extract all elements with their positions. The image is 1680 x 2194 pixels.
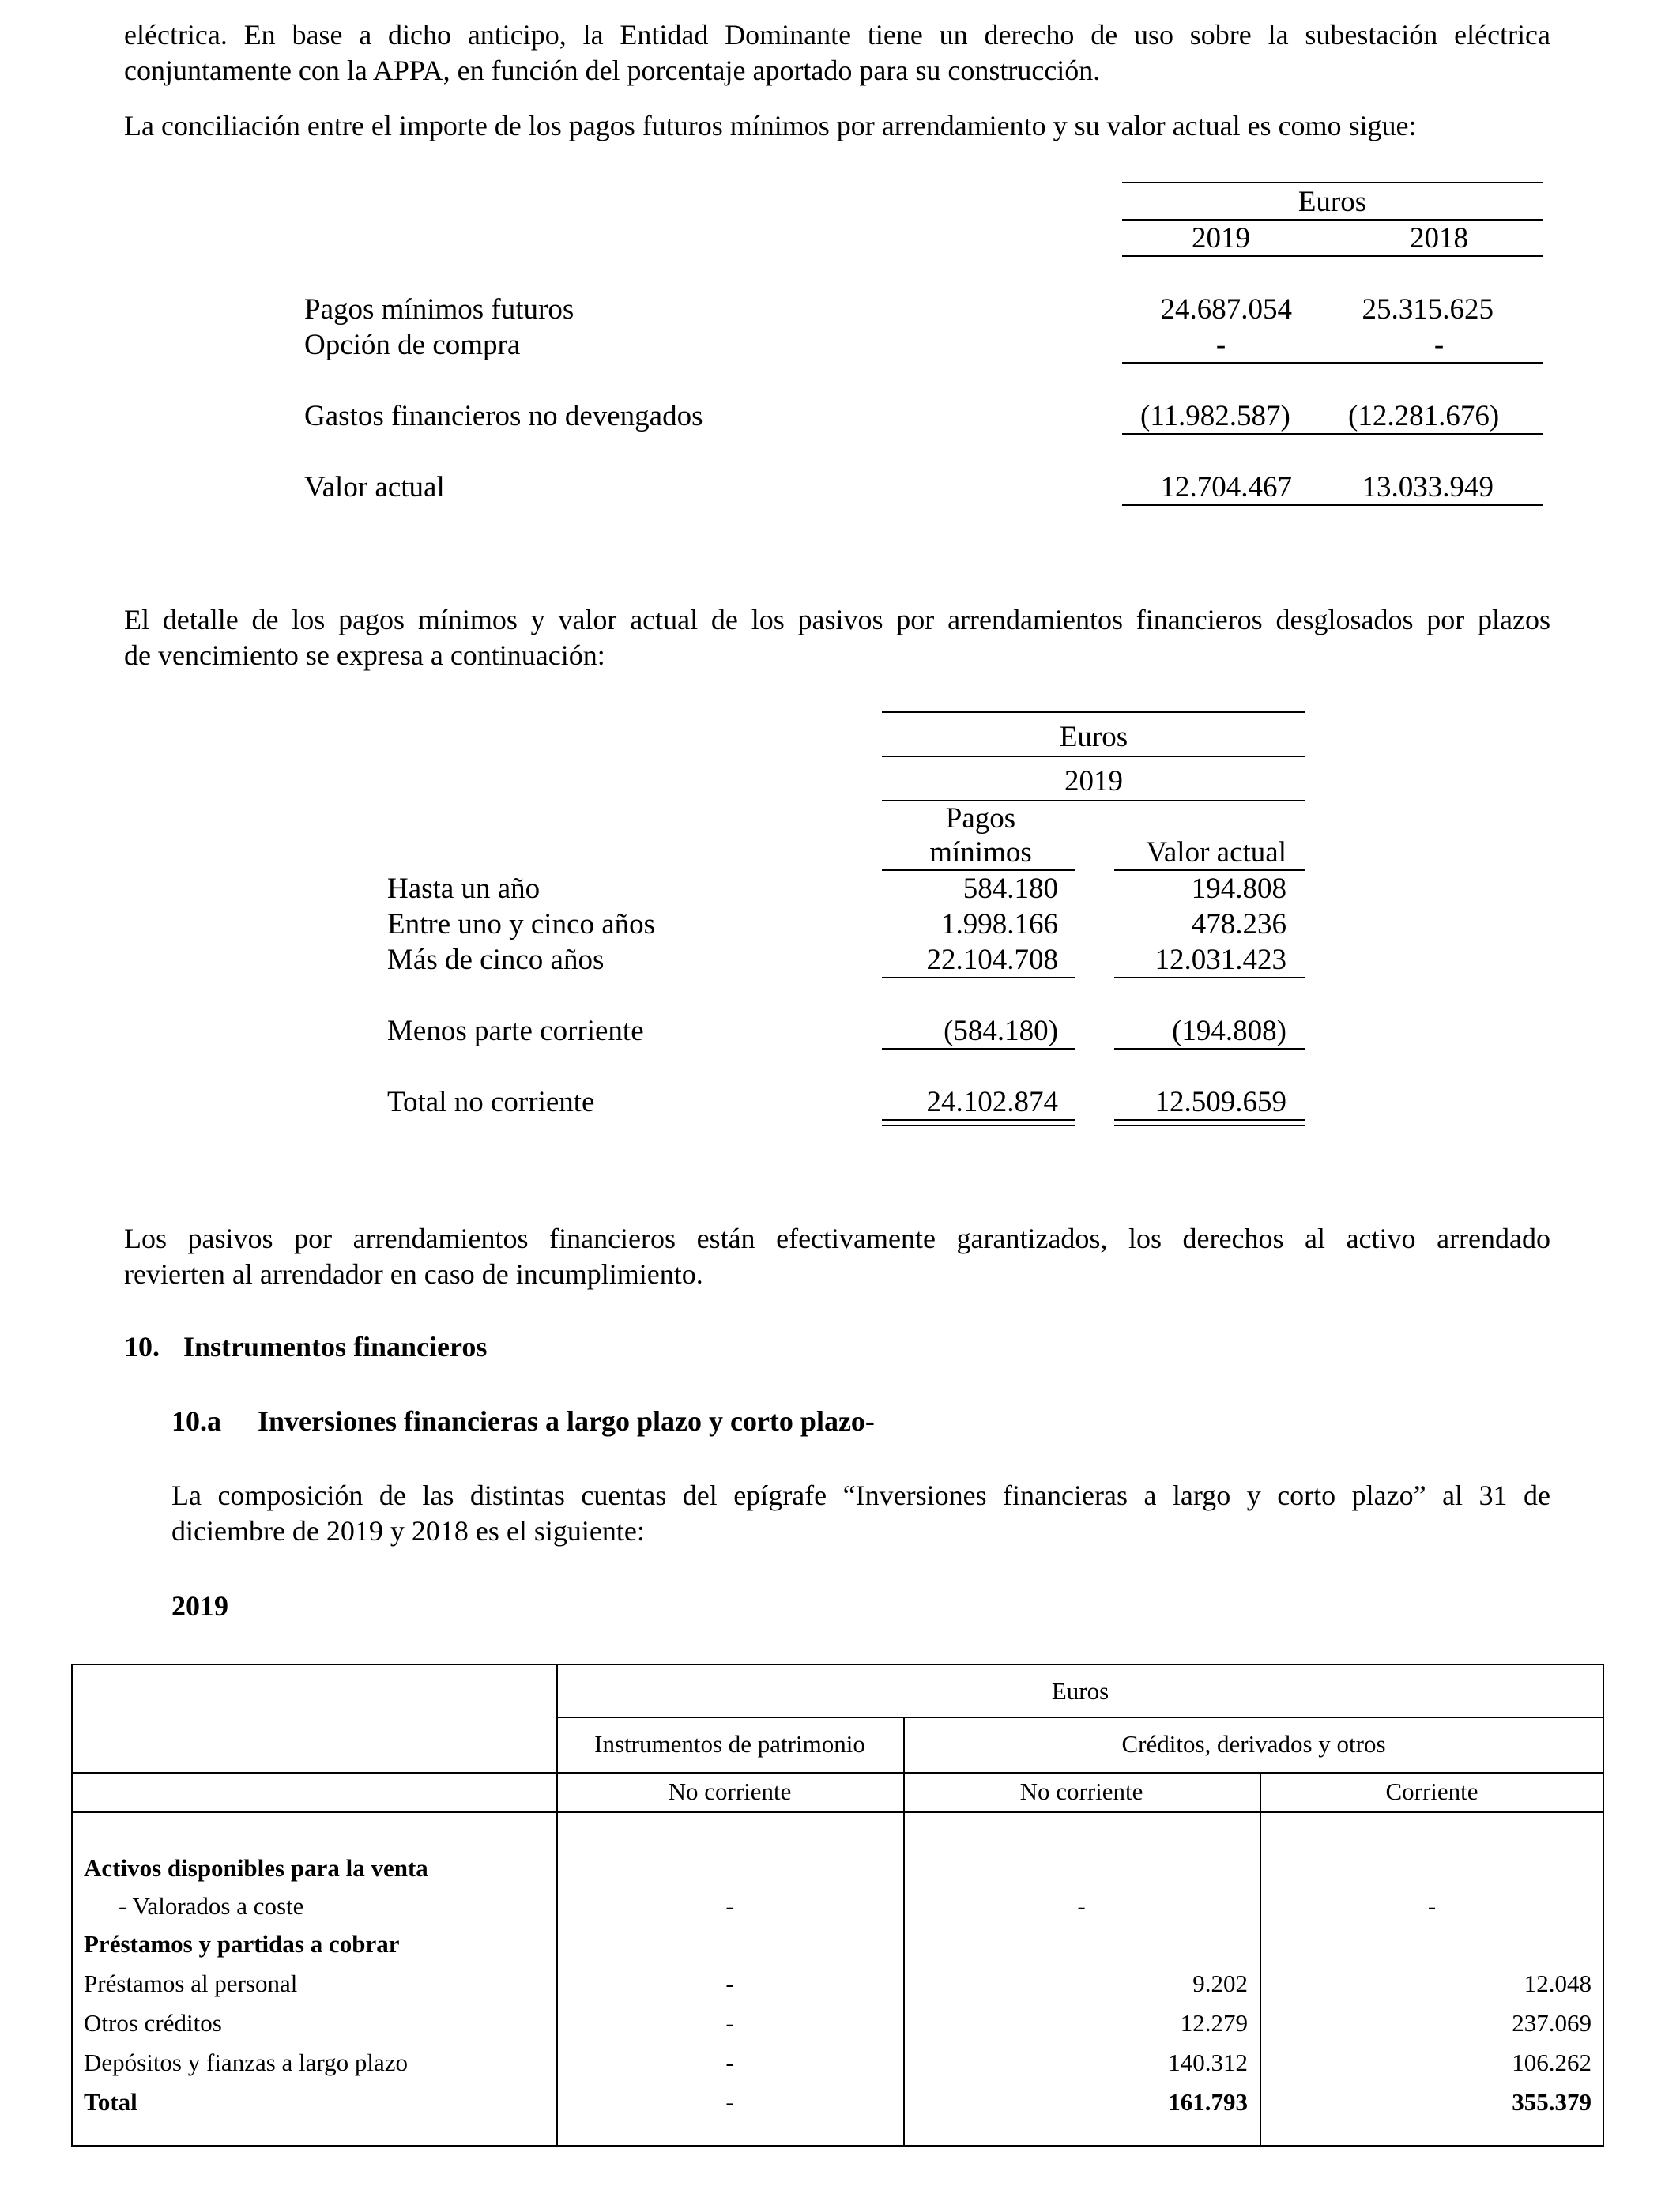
group-header-creditos: Créditos, derivados y otros [1121, 1730, 1386, 1758]
table-rule [1114, 1048, 1305, 1050]
paragraph-intro [124, 17, 1550, 89]
table-rule [1122, 433, 1543, 435]
paragraph-line: de vencimiento se expresa a continuación: [124, 639, 605, 671]
table-rule [882, 1048, 1075, 1050]
row-label: Hasta un año [387, 873, 541, 905]
row-value: 12.031.423 [1155, 944, 1286, 976]
row-value-total: 161.793 [1168, 2088, 1248, 2116]
row-label: Préstamos y partidas a cobrar [84, 1930, 400, 1958]
table-rule [882, 977, 1075, 978]
row-label: Préstamos al personal [84, 1970, 298, 1997]
row-value: 140.312 [1168, 2049, 1248, 2076]
row-value: - [725, 2009, 734, 2037]
row-value: - [725, 1970, 734, 1997]
table-border [73, 1772, 1604, 1774]
row-value: 25.315.625 [1362, 293, 1494, 326]
paragraph-line: conjuntamente con la APPA, en función del porcentaje aportado para su construcción. [124, 55, 1101, 86]
table-investments [71, 1664, 1604, 2147]
column-header-valor-actual: Valor actual [1146, 836, 1286, 869]
paragraph-line: El detalle de los pagos mínimos y valor actual de los pasivos por arrendamientos financieros desglosados por plazos [124, 604, 1550, 635]
row-value: 478.236 [1191, 908, 1286, 941]
row-label: - Valorados a coste [119, 1892, 304, 1920]
table-border [556, 1717, 1604, 1718]
subsection-title: Inversiones financieras a largo plazo y corto plazo- [258, 1405, 875, 1437]
table-border [73, 1811, 1604, 1813]
row-value: 12.279 [1180, 2009, 1248, 2037]
row-value: 106.262 [1512, 2049, 1591, 2076]
table-rule [1122, 182, 1543, 183]
row-value: - [725, 2049, 734, 2076]
row-label-total: Total [84, 2088, 137, 2116]
paragraph-composition [171, 1478, 1550, 1549]
row-value: 12.509.659 [1155, 1086, 1286, 1118]
row-value: 22.104.708 [926, 944, 1058, 976]
column-header-pagos: Pagos [945, 802, 1016, 835]
row-label: Gastos financieros no devengados [304, 400, 703, 432]
row-label: Total no corriente [387, 1086, 595, 1118]
table-unit-header: Euros [1059, 721, 1128, 753]
row-value: 194.808 [1191, 873, 1286, 905]
paragraph-line: eléctrica. En base a dicho anticipo, la Entidad Dominante tiene un derecho de uso sobre la subestación eléctrica [124, 19, 1550, 51]
row-value: (12.281.676) [1348, 400, 1500, 432]
row-label: Depósitos y fianzas a largo plazo [84, 2049, 409, 2076]
group-header-instrumentos: Instrumentos de patrimonio [594, 1730, 865, 1758]
row-value: - [1215, 329, 1226, 361]
subsection-number: 10.a [171, 1405, 221, 1437]
table-rule [882, 756, 1305, 757]
row-value-total: 355.379 [1512, 2088, 1591, 2116]
table-rule [882, 711, 1305, 713]
paragraph-guarantee [124, 1221, 1550, 1292]
row-value: - [725, 1892, 734, 1920]
row-value: 237.069 [1512, 2009, 1591, 2037]
subheader-no-corriente: No corriente [1019, 1777, 1143, 1805]
row-label: Activos disponibles para la venta [84, 1854, 428, 1882]
table-rule [1122, 255, 1543, 257]
year-heading: 2019 [171, 1590, 228, 1622]
row-value: 13.033.949 [1362, 471, 1494, 503]
paragraph-line: revierten al arrendador en caso de incumplimiento. [124, 1258, 703, 1290]
paragraph-line: La composición de las distintas cuentas del epígrafe “Inversiones financieras a largo y corto plazo” al 31 de [171, 1480, 1550, 1511]
row-value-total: - [725, 2088, 734, 2116]
row-label: Otros créditos [84, 2009, 222, 2037]
column-header-2019: 2019 [1192, 222, 1250, 254]
row-value: 24.102.874 [926, 1086, 1058, 1118]
section-number: 10. [124, 1331, 160, 1363]
row-label: Opción de compra [304, 329, 521, 361]
row-value: 12.048 [1524, 1970, 1591, 1997]
row-label: Más de cinco años [387, 944, 605, 976]
table-unit-header: Euros [1298, 186, 1367, 218]
row-label: Entre uno y cinco años [387, 908, 656, 941]
row-value: - [1077, 1892, 1086, 1920]
row-value: (584.180) [944, 1015, 1058, 1047]
paragraph-line: diciembre de 2019 y 2018 es el siguiente: [171, 1515, 645, 1547]
row-label: Valor actual [304, 471, 445, 503]
row-value: - [1427, 1892, 1437, 1920]
row-value: 24.687.054 [1160, 293, 1292, 326]
row-label: Menos parte corriente [387, 1015, 644, 1047]
table-double-rule [882, 1119, 1075, 1126]
subheader-no-corriente: No corriente [668, 1777, 792, 1805]
row-value: (194.808) [1172, 1015, 1286, 1047]
paragraph-line: Los pasivos por arrendamientos financieros están efectivamente garantizados, los derechos al activo arrendado [124, 1223, 1550, 1254]
row-value: 9.202 [1192, 1970, 1248, 1997]
column-header-2018: 2018 [1410, 222, 1468, 254]
row-value: (11.982.587) [1140, 400, 1290, 432]
section-title: Instrumentos financieros [183, 1331, 488, 1363]
paragraph-conciliation: La conciliación entre el importe de los pagos futuros mínimos por arrendamiento y su valor actual es como sigue: [124, 110, 1417, 141]
table-year-header: 2019 [1064, 765, 1123, 797]
row-value: - [1433, 329, 1445, 361]
table-double-rule [1114, 1119, 1305, 1126]
column-header-minimos: mínimos [929, 836, 1032, 869]
row-value: 1.998.166 [941, 908, 1058, 941]
table-rule [1114, 977, 1305, 978]
row-value: 584.180 [962, 873, 1058, 905]
row-label: Pagos mínimos futuros [304, 293, 574, 326]
paragraph-detail [124, 602, 1550, 673]
subheader-corriente: Corriente [1385, 1777, 1478, 1805]
row-value: 12.704.467 [1160, 471, 1292, 503]
table-unit-header: Euros [1051, 1677, 1109, 1705]
table-rule [1122, 504, 1543, 506]
table-rule [1122, 362, 1543, 364]
